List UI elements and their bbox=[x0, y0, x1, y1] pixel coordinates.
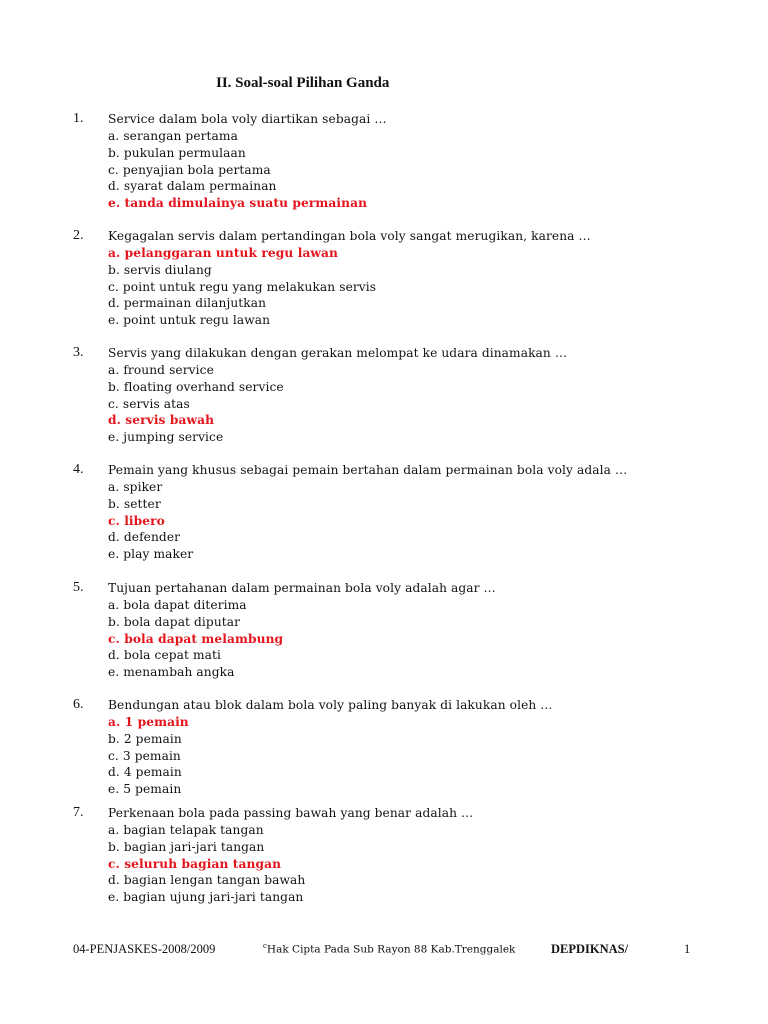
answer-option: b. setter bbox=[108, 496, 161, 511]
page-number: 1 bbox=[684, 942, 691, 956]
answer-option: e. jumping service bbox=[108, 430, 224, 445]
answer-option-correct: d. servis bawah bbox=[108, 413, 215, 428]
answer-option-correct: c. seluruh bagian tangan bbox=[108, 856, 282, 871]
answer-option: a. bagian telapak tangan bbox=[108, 823, 264, 837]
answer-option: a. bola dapat diterima bbox=[108, 598, 247, 612]
answer-option: a. spiker bbox=[108, 480, 163, 494]
answer-option: b. floating overhand service bbox=[108, 379, 284, 394]
answer-option: d. 4 pemain bbox=[108, 765, 182, 780]
answer-option: d. syarat dalam permainan bbox=[108, 179, 277, 194]
answer-option: c. penyajian bola pertama bbox=[108, 162, 271, 177]
question-number: 4. bbox=[73, 462, 84, 477]
answer-option: e. point untuk regu lawan bbox=[108, 313, 271, 328]
answer-option: a. fround service bbox=[108, 363, 214, 377]
question-number: 1. bbox=[73, 111, 84, 126]
answer-option-correct: e. tanda dimulainya suatu permainan bbox=[108, 196, 368, 211]
question-number: 5. bbox=[73, 580, 84, 595]
answer-option: b. 2 pemain bbox=[108, 731, 182, 746]
answer-option: e. 5 pemain bbox=[108, 782, 182, 797]
footer-org: DEPDIKNAS/ bbox=[551, 942, 629, 956]
page-title: II. Soal-soal Pilihan Ganda bbox=[216, 75, 390, 91]
answer-option: d. permainan dilanjutkan bbox=[108, 296, 267, 311]
answer-option: e. menambah angka bbox=[108, 665, 235, 680]
question-text: Bendungan atau blok dalam bola voly paling banyak di lakukan oleh … bbox=[108, 698, 553, 712]
question-text: Kegagalan servis dalam pertandingan bola voly sangat merugikan, karena … bbox=[108, 229, 591, 243]
answer-option-correct: c. libero bbox=[108, 513, 165, 528]
question-number: 7. bbox=[73, 805, 84, 820]
answer-option: d. defender bbox=[108, 530, 181, 545]
answer-option: e. play maker bbox=[108, 547, 194, 562]
answer-option: b. servis diulang bbox=[108, 262, 212, 277]
question-number: 3. bbox=[73, 345, 84, 360]
answer-option-correct: c. bola dapat melambung bbox=[108, 631, 284, 646]
answer-option: e. bagian ujung jari-jari tangan bbox=[108, 890, 304, 905]
question-text: Service dalam bola voly diartikan sebagai … bbox=[108, 112, 387, 126]
answer-option-correct: a. 1 pemain bbox=[108, 715, 189, 729]
footer-code: 04-PENJASKES-2008/2009 bbox=[73, 942, 216, 956]
question-number: 2. bbox=[73, 228, 84, 243]
answer-option: c. 3 pemain bbox=[108, 748, 181, 763]
question-text: Servis yang dilakukan dengan gerakan melompat ke udara dinamakan … bbox=[108, 346, 568, 360]
copyright-text: Hak Cipta Pada Sub Rayon 88 Kab.Trenggalek bbox=[266, 943, 516, 956]
answer-option: d. bola cepat mati bbox=[108, 648, 222, 663]
footer-copyright bbox=[263, 942, 515, 956]
answer-option: b. pukulan permulaan bbox=[108, 145, 246, 160]
answer-option-correct: a. pelanggaran untuk regu lawan bbox=[108, 246, 338, 260]
question-number: 6. bbox=[73, 697, 84, 712]
answer-option: c. servis atas bbox=[108, 396, 190, 411]
answer-option: d. bagian lengan tangan bawah bbox=[108, 873, 306, 888]
question-text: Perkenaan bola pada passing bawah yang benar adalah … bbox=[108, 806, 474, 820]
answer-option: a. serangan pertama bbox=[108, 129, 238, 143]
answer-option: c. point untuk regu yang melakukan servis bbox=[108, 279, 377, 294]
question-text: Tujuan pertahanan dalam permainan bola voly adalah agar … bbox=[108, 581, 496, 595]
copyright-mark: c bbox=[263, 942, 267, 950]
answer-option: b. bola dapat diputar bbox=[108, 614, 241, 629]
answer-option: b. bagian jari-jari tangan bbox=[108, 839, 265, 854]
question-text: Pemain yang khusus sebagai pemain bertahan dalam permainan bola voly adala … bbox=[108, 463, 628, 477]
